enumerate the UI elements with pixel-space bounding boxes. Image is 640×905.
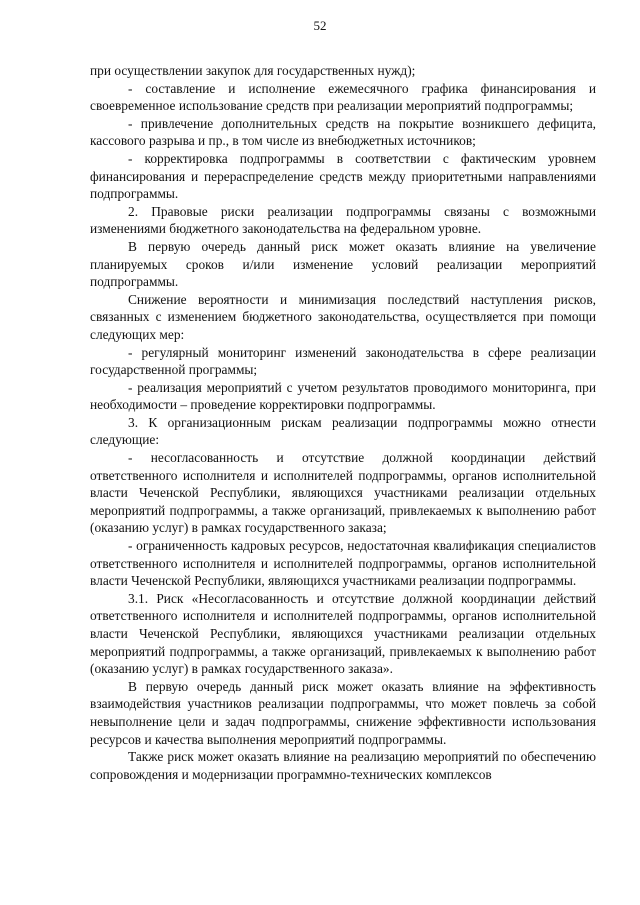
subsection-paragraph: 3.1. Риск «Несогласованность и отсутствие должной координации действий ответственного исполнителя и исполнителей подпрограммы, органов исполнительной власти Чеченской Республики, являющихся участниками реализации отдельных мероприятий подпрограммы, а также организаций, привлекаемых к выполнению работ (оказанию услуг) в рамках государственного заказа».	[90, 590, 596, 677]
paragraph: Снижение вероятности и минимизация последствий наступления рисков, связанных с изменением бюджетного законодательства, осуществляется при помощи следующих мер:	[90, 291, 596, 342]
section-paragraph: 2. Правовые риски реализации подпрограммы связаны с возможными изменениями бюджетного законодательства на федеральном уровне.	[90, 203, 596, 237]
list-item: - регулярный мониторинг изменений законодательства в сфере реализации государственной программы;	[90, 344, 596, 378]
list-item: - ограниченность кадровых ресурсов, недостаточная квалификация специалистов ответственного исполнителя и исполнителей подпрограммы, органов исполнительной власти Чеченской Республики, являющихся участниками реализации подпрограммы.	[90, 538, 596, 589]
list-item: - привлечение дополнительных средств на покрытие возникшего дефицита, кассового разрыва и пр., в том числе из внебюджетных источников;	[90, 115, 596, 149]
document-body	[90, 62, 596, 783]
list-item: - несогласованность и отсутствие должной координации действий ответственного исполнителя и исполнителей подпрограммы, органов исполнительной власти Чеченской Республики, являющихся участниками реализации отдельных мероприятий подпрограммы, а также организаций, привлекаемых к выполнению работ (оказанию услуг) в рамках государственного заказа;	[90, 450, 596, 536]
list-item: - составление и исполнение ежемесячного графика финансирования и своевременное использование средств при реализации мероприятий подпрограммы;	[90, 80, 596, 114]
list-item: - корректировка подпрограммы в соответствии с фактическим уровнем финансирования и перераспределение средств между приоритетными направлениями подпрограммы.	[90, 150, 596, 202]
paragraph: В первую очередь данный риск может оказать влияние на эффективность взаимодействия участников реализации подпрограммы, что может повлечь за собой невыполнение цели и задач подпрограммы, снижение эффективности использования ресурсов и качества выполнения мероприятий подпрограммы.	[90, 678, 596, 747]
paragraph: при осуществлении закупок для государственных нужд);	[90, 63, 416, 78]
paragraph: Также риск может оказать влияние на реализацию мероприятий по обеспечению сопровождения и модернизации программно-технических комплексов	[90, 749, 596, 782]
paragraph: В первую очередь данный риск может оказать влияние на увеличение планируемых сроков и/или изменение условий реализации мероприятий подпрограммы.	[90, 238, 596, 290]
section-paragraph: 3. К организационным рискам реализации подпрограммы можно отнести следующие:	[90, 414, 596, 448]
list-item: - реализация мероприятий с учетом результатов проводимого мониторинга, при необходимости – проведение корректировки подпрограммы.	[90, 379, 596, 413]
page-number: 52	[313, 18, 327, 33]
